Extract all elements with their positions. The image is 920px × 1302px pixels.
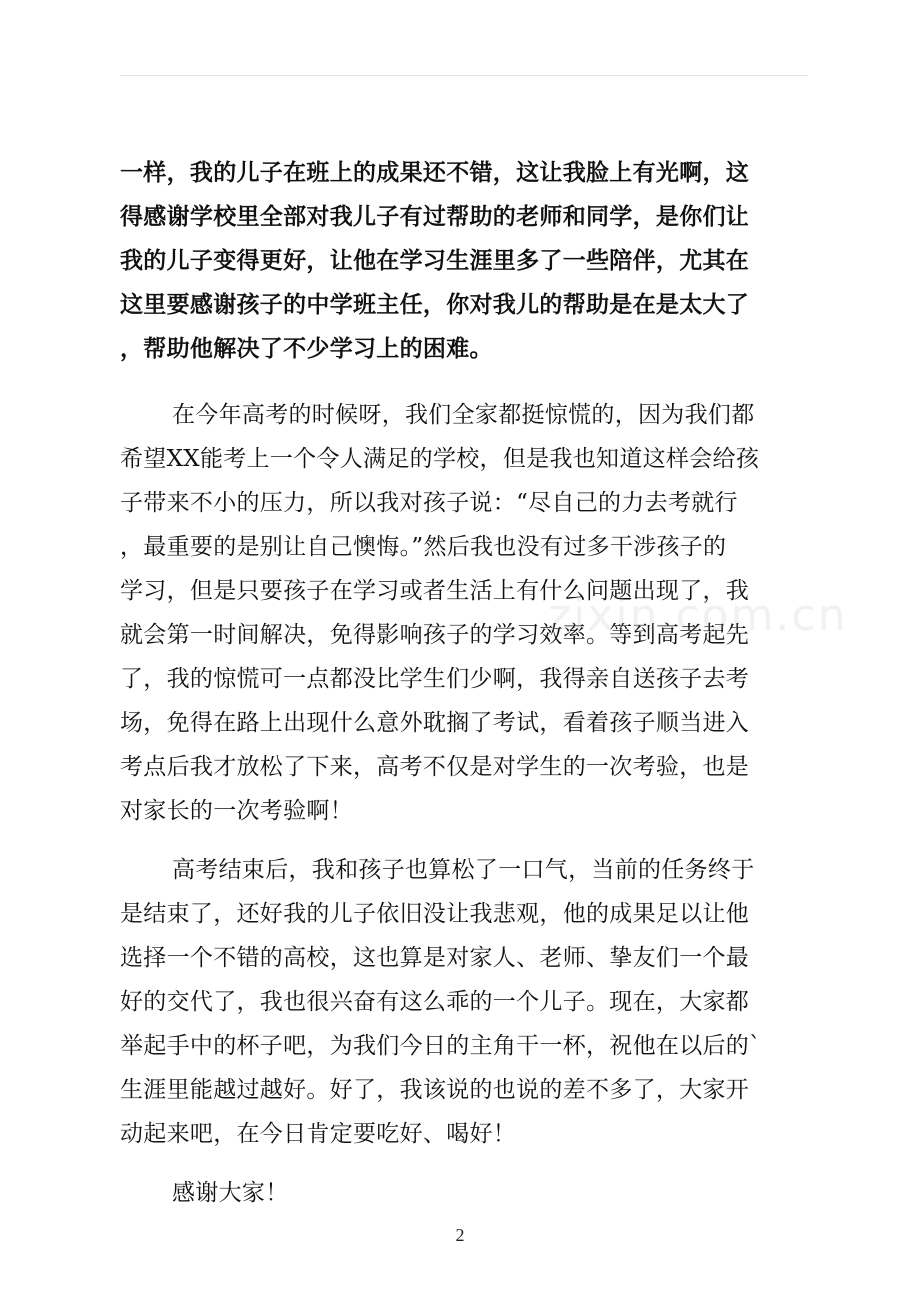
paragraph-line: 选择一个不错的高校，这也算是对家人、老师、挚友们一个最 [120,945,750,971]
closing-line: 感谢大家！ [172,1180,289,1206]
paragraph-line: 得感谢学校里全部对我儿子有过帮助的老师和同学，是你们让 [120,204,750,230]
paragraph-line: 希望XX能考上一个令人满足的学校，但是我也知道这样会给孩 [120,446,760,472]
paragraph-line: 对家长的一次考验啊！ [120,798,353,824]
paragraph-line: ，帮助他解决了不少学习上的困难。 [120,336,493,362]
paragraph-line: 是结束了，还好我的儿子依旧没让我悲观，他的成果足以让他 [120,901,750,927]
header-rule [120,75,808,76]
document-body [120,151,800,1215]
paragraph-3 [120,848,800,1156]
paragraph-line: 这里要感谢孩子的中学班主任，你对我儿的帮助是在是太大了 [120,292,750,318]
page-number: 2 [455,1225,465,1245]
paragraph-line: 在今年高考的时候呀，我们全家都挺惊慌的，因为我们都 [172,402,755,428]
paragraph-line: 高考结束后，我和孩子也算松了一口气，当前的任务终于 [172,857,755,883]
paragraph-line: 我的儿子变得更好，让他在学习生涯里多了一些陪伴，尤其在 [120,248,750,274]
paragraph-line: 场，免得在路上出现什么意外耽搁了考试，看着孩子顺当进入 [120,710,750,736]
paragraph-line: 举起手中的杯子吧，为我们今日的主角干一杯，祝他在以后的` [120,1033,761,1059]
paragraph-line: 一样，我的儿子在班上的成果还不错，这让我脸上有光啊，这 [120,160,750,186]
paragraph-1 [120,151,800,371]
paragraph-line: 考点后我才放松了下来，高考不仅是对学生的一次考验，也是 [120,754,750,780]
paragraph-line: 就会第一时间解决，免得影响孩子的学习效率。等到高考起先 [120,622,750,648]
paragraph-line: 子带来不小的压力，所以我对孩子说：“尽自己的力去考就行 [120,490,738,516]
paragraph-line: 了，我的惊慌可一点都没比学生们少啊，我得亲自送孩子去考 [120,666,750,692]
paragraph-line: 动起来吧，在今日肯定要吃好、喝好！ [120,1121,517,1147]
watermark: zixin.com.cn [548,590,848,641]
paragraph-line: 学习，但是只要孩子在学习或者生活上有什么问题出现了，我 [120,578,750,604]
paragraph-line: 生涯里能越过越好。好了，我该说的也说的差不多了，大家开 [120,1077,750,1103]
paragraph-line: ，最重要的是别让自己懊悔。”然后我也没有过多干涉孩子的 [120,534,727,560]
paragraph-line: 好的交代了，我也很兴奋有这么乖的一个儿子。现在，大家都 [120,989,750,1015]
